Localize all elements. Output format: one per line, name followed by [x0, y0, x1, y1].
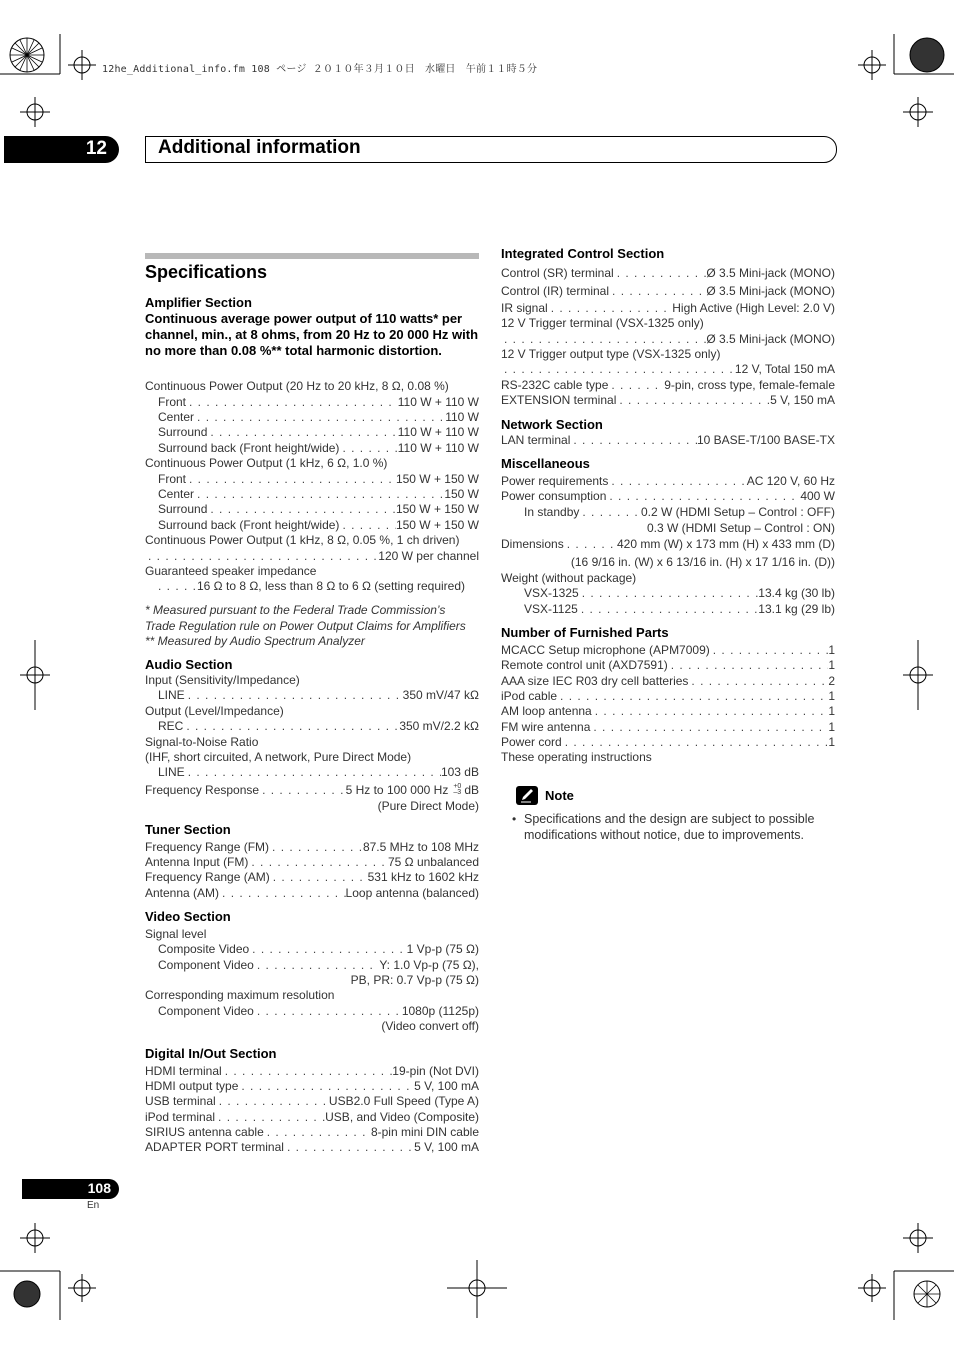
- spec-row: IR signal . . . High Active (High Level: 2.0 V): [501, 301, 835, 316]
- spec-row: . . . Ø 3.5 Mini-jack (MONO): [501, 332, 835, 347]
- spec-row: Frequency Range (AM) . . . 531 kHz to 1602 kHz: [145, 870, 479, 885]
- spec-row: RS-232C cable type . . . 9-pin, cross type, female-female: [501, 378, 835, 393]
- spec-row: LINE . . . 350 mV/47 kΩ: [158, 688, 479, 703]
- spec-row: FM wire antenna . . . 1: [501, 720, 835, 735]
- video-heading: Video Section: [145, 909, 231, 924]
- spec-row: Center . . . 110 W: [158, 410, 479, 425]
- spec-row: Power requirements . . . AC 120 V, 60 Hz: [501, 474, 835, 489]
- audio-heading: Audio Section: [145, 657, 233, 672]
- resolution-note: (Video convert off): [381, 1019, 479, 1033]
- spec-row: In standby . . . 0.2 W (HDMI Setup – Control : OFF): [524, 505, 835, 520]
- bullet-icon: •: [512, 812, 517, 826]
- spec-row: Front . . . 150 W + 150 W: [158, 472, 479, 487]
- spec-row: Surround back (Front height/wide) . . . 110 W + 110 W: [158, 441, 479, 456]
- page-number-badge: [22, 1179, 119, 1199]
- spec-row: VSX-1125 . . . 13.1 kg (29 lb): [524, 602, 835, 617]
- chapter-title-bar: [145, 136, 837, 163]
- spec-row: AM loop antenna . . . 1: [501, 704, 835, 719]
- spec-row: HDMI terminal . . . 19-pin (Not DVI): [145, 1064, 479, 1079]
- resolution-title: Corresponding maximum resolution: [145, 988, 335, 1002]
- chapter-title: Additional information: [158, 137, 361, 158]
- amplifier-claim: Continuous average power output of 110 watts* per channel, min., at 8 ohms, from 20 Hz to 20 000 Hz with no more than 0.08 %** total harmonic distortion.: [145, 311, 479, 358]
- spec-row: Remote control unit (AXD7591) . . . 1: [501, 658, 835, 673]
- cpo1-title: Continuous Power Output (20 Hz to 20 kHz, 8 Ω, 0.08 %): [145, 379, 449, 393]
- spec-row: Surround back (Front height/wide) . . . 150 W + 150 W: [158, 518, 479, 533]
- component-cont: PB, PR: 0.7 Vp-p (75 Ω): [350, 973, 479, 987]
- impedance-title: Guaranteed speaker impedance: [145, 564, 317, 578]
- spec-row: EXTENSION terminal . . . 5 V, 150 mA: [501, 393, 835, 408]
- spec-row: LINE . . . 103 dB: [158, 765, 479, 780]
- spec-row: Dimensions . . . 420 mm (W) x 173 mm (H) x 433 mm (D): [501, 537, 835, 552]
- snr-title: Signal-to-Noise Ratio: [145, 735, 259, 749]
- parts-last: These operating instructions: [501, 750, 652, 764]
- audio-output-title: Output (Level/Impedance): [145, 704, 284, 718]
- chapter-badge: [4, 136, 119, 163]
- standby-on: 0.3 W (HDMI Setup – Control : ON): [646, 521, 835, 535]
- integrated-heading: Integrated Control Section: [501, 246, 665, 261]
- spec-row: Front . . . 110 W + 110 W: [158, 395, 479, 410]
- spec-row: LAN terminal . . . 10 BASE-T/100 BASE-TX: [501, 433, 835, 448]
- trigger2-title: 12 V Trigger output type (VSX-1325 only): [501, 347, 721, 361]
- spec-row: . . . 16 Ω to 8 Ω, less than 8 Ω to 6 Ω (setting required): [158, 579, 479, 594]
- note-text: Specifications and the design are subject to possible modifications without notice, due to improvements.: [524, 812, 815, 842]
- spec-row: Center . . . 150 W: [158, 487, 479, 502]
- spec-row: Surround . . . 110 W + 110 W: [158, 425, 479, 440]
- spec-row: iPod terminal . . . USB, and Video (Composite): [145, 1110, 479, 1125]
- spec-row: MCACC Setup microphone (APM7009) . . . 1: [501, 643, 835, 658]
- spec-row: . . . 120 W per channel: [145, 549, 479, 564]
- spec-row: Antenna Input (FM) . . . 75 Ω unbalanced: [145, 855, 479, 870]
- spec-row: Composite Video . . . 1 Vp-p (75 Ω): [158, 942, 479, 957]
- page-number: 108: [87, 1180, 111, 1196]
- amplifier-heading: Amplifier Section: [145, 295, 252, 310]
- parts-heading: Number of Furnished Parts: [501, 625, 669, 640]
- spec-row: Antenna (AM) . . . Loop antenna (balanced): [145, 886, 479, 901]
- cpo2-title: Continuous Power Output (1 kHz, 6 Ω, 1.0 %): [145, 456, 388, 470]
- network-heading: Network Section: [501, 417, 603, 432]
- cpo3-title: Continuous Power Output (1 kHz, 8 Ω, 0.05 %, 1 ch driven): [145, 533, 460, 547]
- spec-row: Frequency Range (FM) . . . 87.5 MHz to 108 MHz: [145, 840, 479, 855]
- chapter-number: 12: [85, 138, 107, 159]
- spec-row: Surround . . . 150 W + 150 W: [158, 502, 479, 517]
- footnote-ftc: * Measured pursuant to the Federal Trade Commission’s Trade Regulation rule on Power Output Claims for Amplifiers: [145, 603, 466, 633]
- spec-row: ADAPTER PORT terminal . . . 5 V, 100 mA: [145, 1140, 479, 1155]
- section-rule: [145, 253, 479, 259]
- trigger1-title: 12 V Trigger terminal (VSX-1325 only): [501, 316, 704, 330]
- digital-heading: Digital In/Out Section: [145, 1046, 277, 1061]
- freq-note: (Pure Direct Mode): [377, 799, 479, 813]
- page-language: En: [87, 1200, 100, 1211]
- spec-row: Component Video . . . 1080p (1125p): [158, 1004, 479, 1019]
- audio-input-title: Input (Sensitivity/Impedance): [145, 673, 300, 687]
- spec-row: VSX-1325 . . . 13.4 kg (30 lb): [524, 586, 835, 601]
- spec-row: Frequency Response . . . 5 Hz to 100 000 Hz +0 –3 dB: [145, 783, 479, 798]
- tuner-heading: Tuner Section: [145, 822, 231, 837]
- page-title: Specifications: [145, 262, 268, 282]
- file-info: 12he_Additional_info.fm 108 ページ ２０１０年３月１０日 水曜日 午前１１時５分: [102, 64, 538, 75]
- footnote-analyzer: ** Measured by Audio Spectrum Analyzer: [145, 634, 365, 648]
- weight-title: Weight (without package): [501, 571, 637, 585]
- spec-row: Power consumption . . . 400 W: [501, 489, 835, 504]
- spec-row: SIRIUS antenna cable . . . 8-pin mini DIN cable: [145, 1125, 479, 1140]
- tolerance-plus: +0: [453, 783, 462, 790]
- snr-sub: (IHF, short circuited, A network, Pure Direct Mode): [145, 750, 412, 764]
- signal-title: Signal level: [145, 927, 207, 941]
- spec-row: USB terminal . . . USB2.0 Full Speed (Type A): [145, 1094, 479, 1109]
- tolerance-minus: –3: [453, 789, 462, 796]
- spec-row: Control (SR) terminal . . . Ø 3.5 Mini-jack (MONO): [501, 266, 835, 281]
- note-label: Note: [545, 788, 574, 803]
- note-pencil-icon: [516, 786, 538, 805]
- spec-row: iPod cable . . . 1: [501, 689, 835, 704]
- spec-row: AAA size IEC R03 dry cell batteries . . . 2: [501, 674, 835, 689]
- spec-row: . . . 12 V, Total 150 mA: [501, 362, 835, 377]
- dimensions-inches: (16 9/16 in. (W) x 6 13/16 in. (H) x 17 1/16 in. (D)): [570, 555, 835, 569]
- spec-row: Control (IR) terminal . . . Ø 3.5 Mini-jack (MONO): [501, 284, 835, 299]
- spec-row: HDMI output type . . . 5 V, 100 mA: [145, 1079, 479, 1094]
- spec-row: REC . . . 350 mV/2.2 kΩ: [158, 719, 479, 734]
- spec-row: Power cord . . . 1: [501, 735, 835, 750]
- misc-heading: Miscellaneous: [501, 456, 590, 471]
- spec-row: Component Video . . . Y: 1.0 Vp-p (75 Ω),: [158, 958, 479, 973]
